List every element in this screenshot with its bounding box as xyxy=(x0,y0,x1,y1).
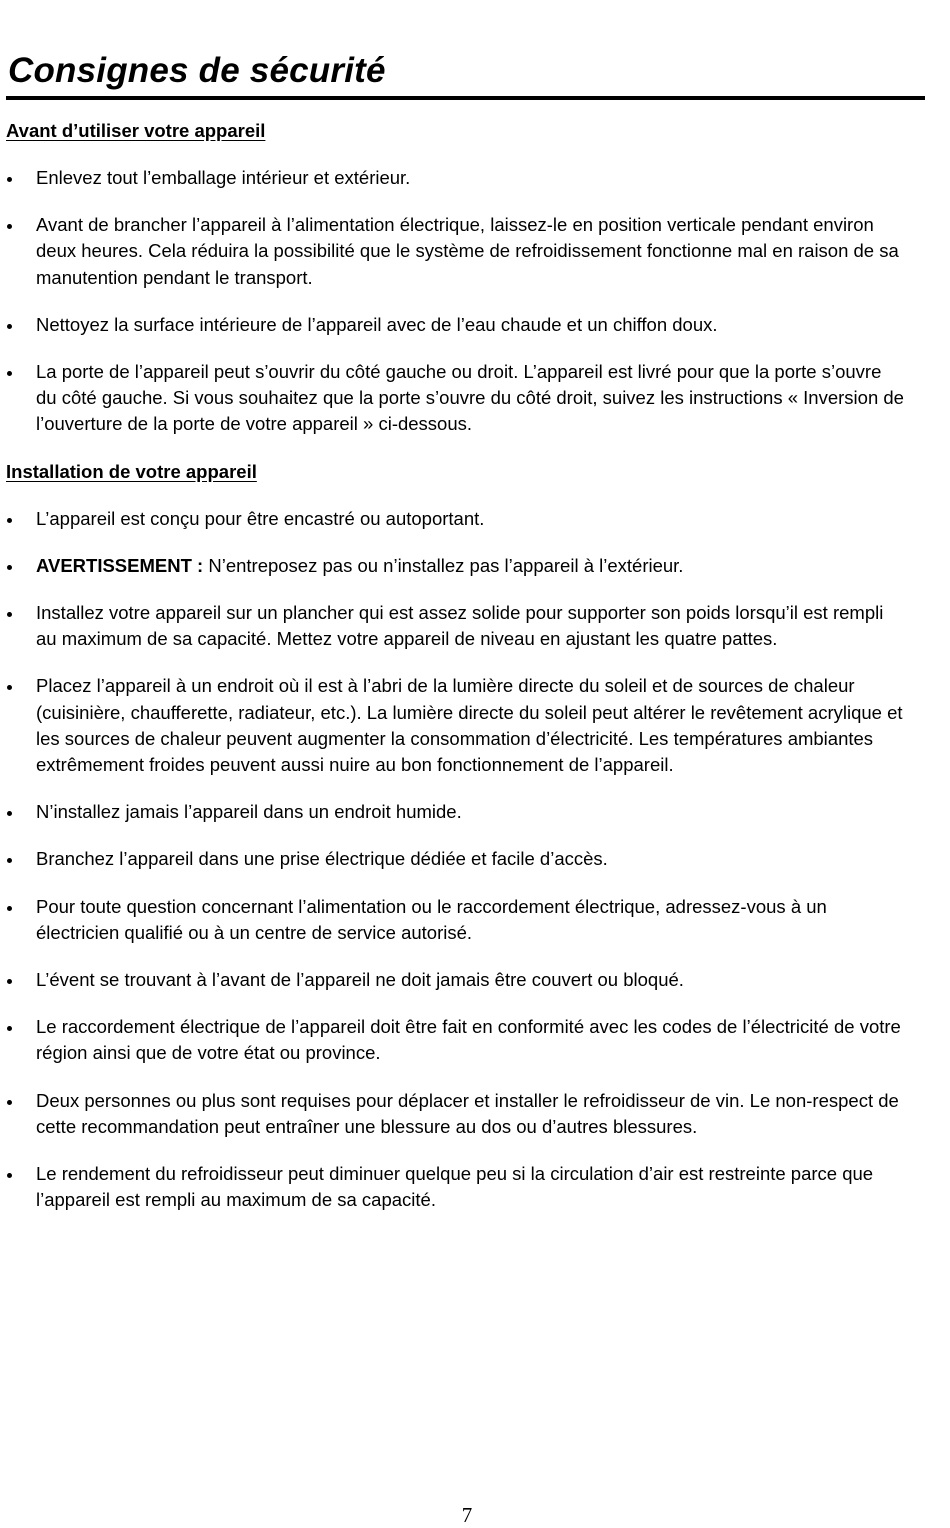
list-item-text: Enlevez tout l’emballage intérieur et extérieur. xyxy=(36,167,411,188)
bullet-icon xyxy=(7,858,12,863)
bullet-icon xyxy=(7,518,12,523)
list-item xyxy=(6,967,906,993)
list-item xyxy=(6,799,906,825)
bullet-icon xyxy=(7,177,12,182)
list-item xyxy=(6,600,906,652)
list-item xyxy=(6,553,906,579)
bullet-icon xyxy=(7,1026,12,1031)
page-number: 7 xyxy=(461,1503,473,1527)
section-heading: Avant d’utiliser votre appareil xyxy=(6,120,266,141)
bullet-icon xyxy=(7,906,12,911)
list-item-text: L’évent se trouvant à l’avant de l’appareil ne doit jamais être couvert ou bloqué. xyxy=(36,969,684,991)
bullet-icon xyxy=(7,1100,12,1105)
list-item-text: Deux personnes ou plus sont requises pour déplacer et installer le refroidisseur de vin. Le non-respect de cette recommandation peut entraîner une blessure au dos ou d’autres blessures. xyxy=(36,1089,899,1137)
bullet-icon xyxy=(7,324,12,329)
list-item-text: Installez votre appareil sur un plancher qui est assez solide pour supporter son poids lorsqu’il est rempli au maximum de sa capacité. Mettez votre appareil de niveau en ajustant les quatre pattes. xyxy=(36,602,884,650)
bullet-icon xyxy=(7,224,12,229)
warning-label: AVERTISSEMENT : xyxy=(36,554,204,576)
list-item xyxy=(6,673,906,778)
bullet-icon xyxy=(7,565,12,570)
list-item-text: Placez l’appareil à un endroit où il est à l’abri de la lumière directe du soleil et de sources de chaleur (cuisinière, chaufferette, radiateur, etc.). La lumière directe du soleil peut altérer le revêtement acrylique et les sources de chaleur peuvent augmenter la consommation d’électricité. Les températures ambiantes extrêmement froides peuvent aussi nuire au bon fonctionnement de l’appareil. xyxy=(36,675,903,776)
list-item xyxy=(6,894,906,946)
list-item xyxy=(6,165,906,191)
list-item xyxy=(6,1088,906,1140)
title-divider xyxy=(6,96,925,100)
list-item-text: Le rendement du refroidisseur peut diminuer quelque peu si la circulation d’air est restreinte parce que l’appareil est rempli au maximum de sa capacité. xyxy=(36,1163,874,1211)
list-item-text: Le raccordement électrique de l’appareil doit être fait en conformité avec les codes de l’électricité de votre région ainsi que de votre état ou province. xyxy=(36,1016,901,1064)
document-body xyxy=(6,118,906,1234)
list-item xyxy=(6,1161,906,1213)
list-item-text: Nettoyez la surface intérieure de l’appareil avec de l’eau chaude et un chiffon doux. xyxy=(36,313,718,335)
list-item xyxy=(6,212,906,291)
bullet-icon xyxy=(7,371,12,376)
list-item xyxy=(6,312,906,338)
list-item-text: La porte de l’appareil peut s’ouvrir du côté gauche ou droit. L’appareil est livré pour que la porte s’ouvre du côté gauche. Si vous souhaitez que la porte s’ouvre du côté droit, suivez les instructions « Inversion de l’ouverture de la porte de votre appareil » ci-dessous. xyxy=(36,361,904,435)
list-item-text: Avant de brancher l’appareil à l’alimentation électrique, laissez-le en position verticale pendant environ deux heures. Cela réduira la possibilité que le système de refroidissement fonctionne mal en raison de sa manutention pendant le transport. xyxy=(36,214,899,288)
page-title: Consignes de sécurité xyxy=(8,51,386,90)
list-item-text: Pour toute question concernant l’alimentation ou le raccordement électrique, adressez-vous à un électricien qualifié ou à un centre de service autorisé. xyxy=(36,895,827,943)
section-heading: Installation de votre appareil xyxy=(6,460,257,482)
list-item xyxy=(6,1014,906,1066)
list-item-text: N’entreposez pas ou n’installez pas l’appareil à l’extérieur. xyxy=(203,554,684,576)
list-item-text: N’installez jamais l’appareil dans un endroit humide. xyxy=(36,801,462,823)
list-item xyxy=(6,359,906,438)
list-item-text: L’appareil est conçu pour être encastré ou autoportant. xyxy=(36,507,485,529)
list-item xyxy=(6,846,906,872)
bullet-icon xyxy=(7,685,12,690)
section-installation xyxy=(6,459,906,1214)
bullet-list xyxy=(6,506,906,1214)
bullet-icon xyxy=(7,811,12,816)
bullet-icon xyxy=(7,612,12,617)
list-item-text: Branchez l’appareil dans une prise électrique dédiée et facile d’accès. xyxy=(36,848,608,870)
bullet-list xyxy=(6,165,906,438)
bullet-icon xyxy=(7,1173,12,1178)
bullet-icon xyxy=(7,979,12,984)
list-item xyxy=(6,506,906,532)
section-before-use xyxy=(6,118,906,438)
